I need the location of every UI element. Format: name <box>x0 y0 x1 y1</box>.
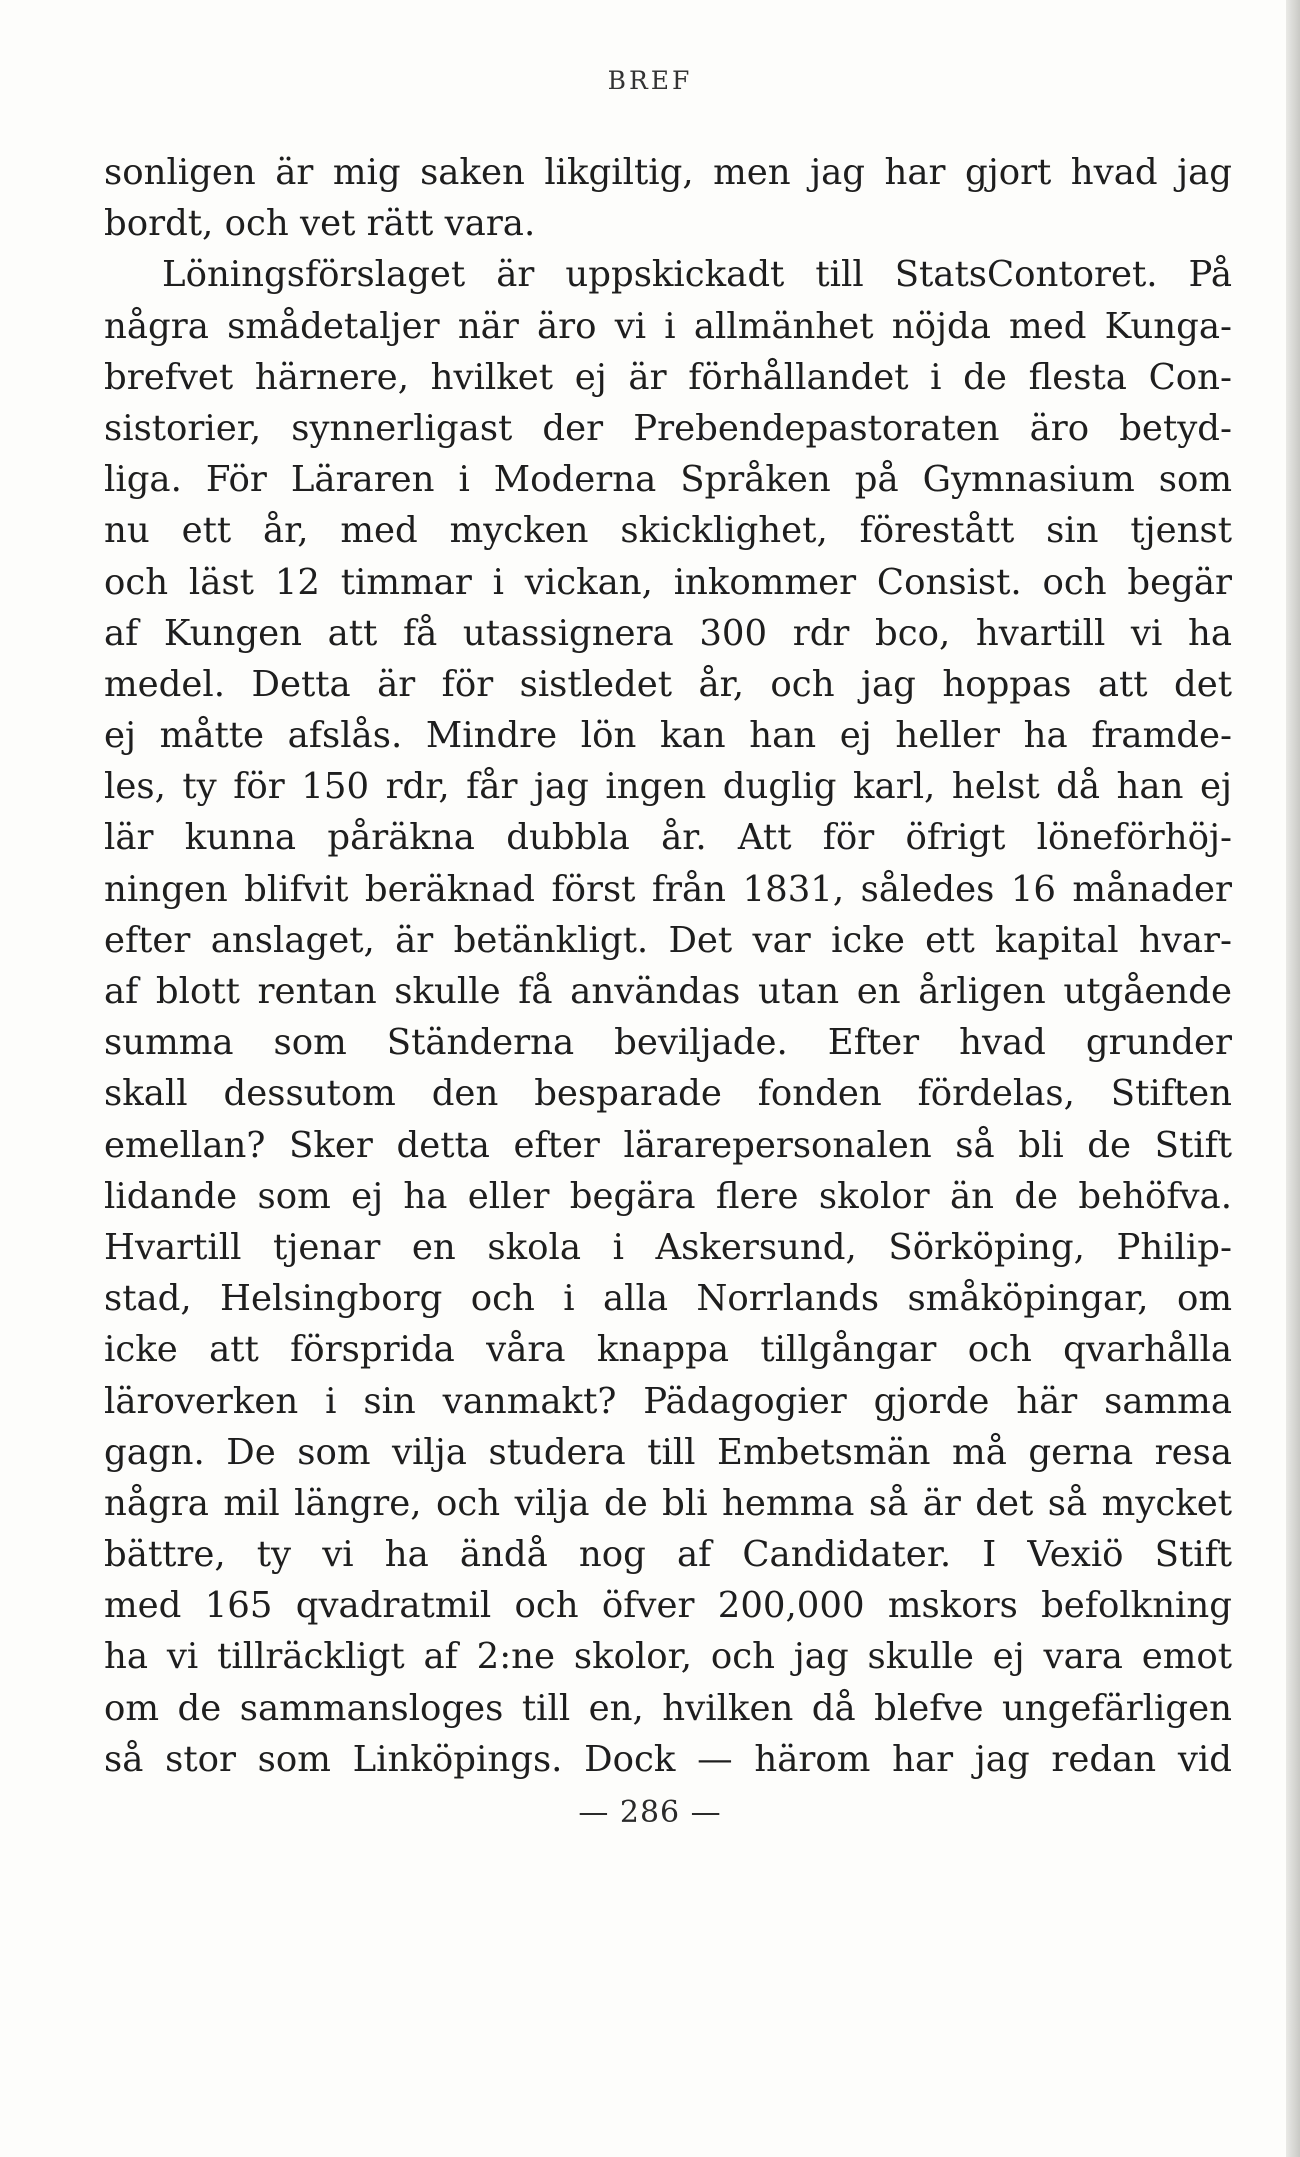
text-line: lär kunna påräkna dubbla år. Att för öfrigt löneförhöj- <box>104 817 1232 859</box>
text-line: om de sammansloges till en, hvilken då blefve ungefärligen <box>104 1687 1232 1729</box>
text-line: af Kungen att få utassignera 300 rdr bco, hvartill vi ha <box>104 612 1232 654</box>
text-line: ej måtte afslås. Mindre lön kan han ej heller ha framde- <box>104 715 1232 757</box>
text-line: sistorier, synnerligast der Prebendepastoraten äro betyd- <box>104 407 1232 449</box>
text-line: summa som Ständerna beviljade. Efter hvad grunder <box>104 1022 1232 1064</box>
text-line: Löningsförslaget är uppskickadt till StatsContoret. På <box>162 254 1232 296</box>
text-line: lidande som ej ha eller begära flere skolor än de behöfva. <box>104 1175 1232 1217</box>
text-line: gagn. De som vilja studera till Embetsmän må gerna resa <box>104 1431 1232 1473</box>
text-line: några smådetaljer när äro vi i allmänhet nöjda med Kunga- <box>104 305 1232 347</box>
text-line: några mil längre, och vilja de bli hemma så är det så mycket <box>104 1482 1232 1524</box>
text-line: Hvartill tjenar en skola i Askersund, Sörköping, Philip- <box>104 1226 1232 1268</box>
page-number: — 286 — <box>578 1795 722 1830</box>
text-line: medel. Detta är för sistledet år, och jag hoppas att det <box>104 663 1232 705</box>
running-head: BREF <box>607 66 693 95</box>
text-line: så stor som Linköpings. Dock — härom har jag redan vid <box>104 1738 1232 1780</box>
scan-page-edge <box>1286 0 1300 2157</box>
text-line: läroverken i sin vanmakt? Pädagogier gjorde här samma <box>104 1380 1232 1422</box>
text-line: bättre, ty vi ha ändå nog af Candidater. I Vexiö Stift <box>104 1534 1232 1576</box>
text-line: med 165 qvadratmil och öfver 200,000 mskors befolkning <box>104 1585 1232 1627</box>
text-line: skall dessutom den besparade fonden fördelas, Stiften <box>104 1073 1232 1115</box>
text-line: ha vi tillräckligt af 2:ne skolor, och jag skulle ej vara emot <box>104 1636 1232 1678</box>
text-line: icke att försprida våra knappa tillgångar och qvarhålla <box>104 1329 1232 1371</box>
text-line: och läst 12 timmar i vickan, inkommer Consist. och begär <box>104 561 1232 603</box>
text-line: bordt, och vet rätt vara. <box>104 203 536 245</box>
text-line: emellan? Sker detta efter lärarepersonalen så bli de Stift <box>104 1124 1232 1166</box>
text-line: liga. För Läraren i Moderna Språken på Gymnasium som <box>104 459 1232 501</box>
text-line: sonligen är mig saken likgiltig, men jag har gjort hvad jag <box>104 152 1232 193</box>
text-line: les, ty för 150 rdr, får jag ingen duglig karl, helst då han ej <box>104 766 1232 808</box>
body-text <box>104 147 1232 1785</box>
text-line: af blott rentan skulle få användas utan en årligen utgående <box>104 971 1232 1012</box>
text-line: ningen blifvit beräknad först från 1831, således 16 månader <box>104 868 1232 910</box>
text-line: nu ett år, med mycken skicklighet, förestått sin tjenst <box>104 510 1232 552</box>
text-line: efter anslaget, är betänkligt. Det var icke ett kapital hvar- <box>104 919 1232 961</box>
text-line: stad, Helsingborg och i alla Norrlands småköpingar, om <box>104 1278 1232 1320</box>
text-line: brefvet härnere, hvilket ej är förhållandet i de flesta Con- <box>104 356 1232 398</box>
